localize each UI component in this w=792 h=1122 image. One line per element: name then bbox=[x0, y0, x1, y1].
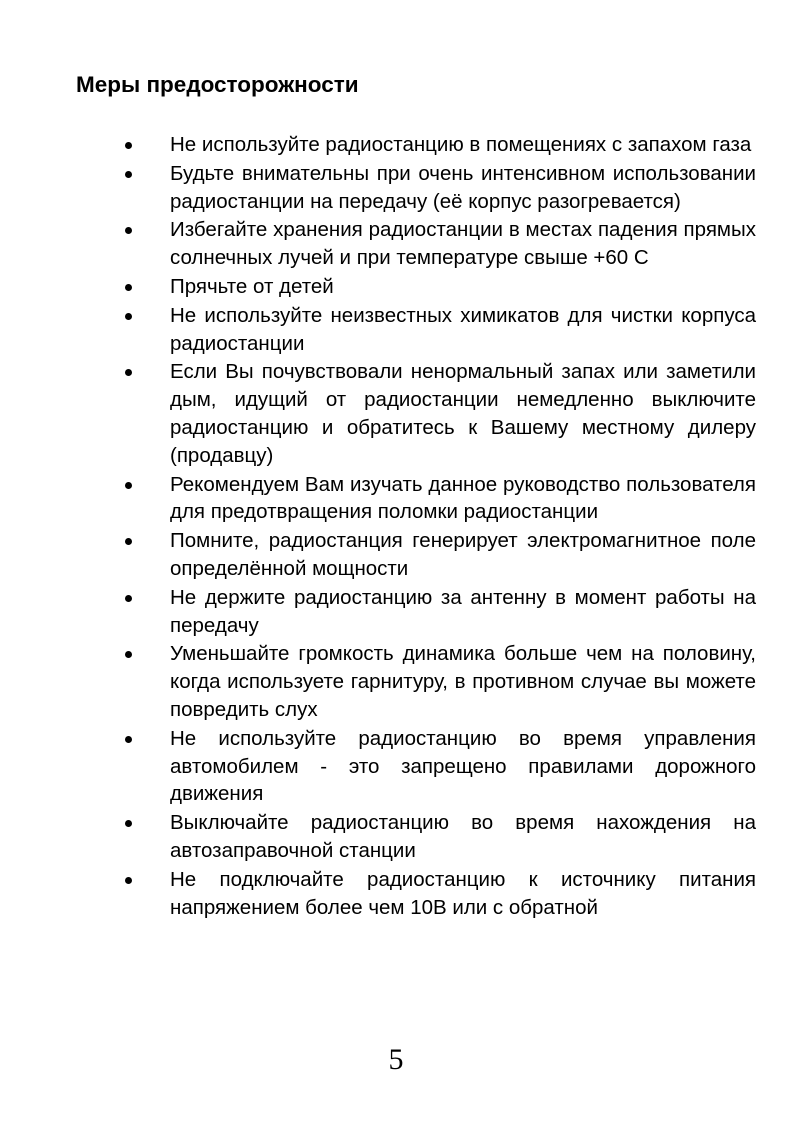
list-item bbox=[124, 527, 756, 583]
list-item-text: Не используйте радиостанцию в помещениях с запахом газа bbox=[170, 133, 752, 156]
list-item-text: Выключайте радиостанцию во время нахождения на автозаправочной станции bbox=[170, 811, 756, 862]
bullet-icon bbox=[124, 584, 134, 612]
list-item-text: Будьте внимательны при очень интенсивном использовании радиостанции на передачу (её корпус разогревается) bbox=[170, 161, 756, 213]
bullet-icon bbox=[124, 216, 134, 244]
list-item-text: Прячьте от детей bbox=[170, 274, 334, 298]
list-item bbox=[124, 131, 756, 159]
list-item bbox=[124, 866, 756, 922]
list-item bbox=[124, 725, 756, 808]
list-item bbox=[124, 160, 756, 216]
bullet-icon bbox=[124, 358, 134, 386]
bullet-icon bbox=[124, 809, 134, 837]
bullet-icon bbox=[124, 640, 134, 668]
list-item bbox=[124, 471, 756, 527]
list-item bbox=[124, 216, 756, 272]
list-item-text: Рекомендуем Вам изучать данное руководство пользователя для предотвращения поломки радиостанции bbox=[170, 472, 756, 524]
list-item bbox=[124, 809, 756, 865]
list-item-text: Не держите радиостанцию за антенну в момент работы на передачу bbox=[170, 585, 756, 637]
precautions-list bbox=[124, 131, 756, 922]
list-item-text: Если Вы почувствовали ненормальный запах или заметили дым, идущий от радиостанции немедленно выключите радиостанцию и обратитесь к Вашему местному дилеру (продавцу) bbox=[170, 360, 756, 467]
bullet-icon bbox=[124, 527, 134, 555]
list-item bbox=[124, 273, 756, 301]
list-item-text: Избегайте хранения радиостанции в местах падения прямых солнечных лучей и при температуре свыше +60 С bbox=[170, 218, 756, 270]
bullet-icon bbox=[124, 302, 134, 330]
bullet-icon bbox=[124, 471, 134, 499]
list-item bbox=[124, 640, 756, 723]
bullet-icon bbox=[124, 131, 134, 159]
list-item bbox=[124, 358, 756, 469]
list-item-text: Уменьшайте громкость динамика больше чем на половину, когда используете гарнитуру, в противном случае вы можете повредить слух bbox=[170, 642, 756, 721]
list-item bbox=[124, 584, 756, 640]
bullet-icon bbox=[124, 866, 134, 894]
list-item-text: Помните, радиостанция генерирует электромагнитное поле определённой мощности bbox=[170, 529, 756, 580]
list-item-text: Не используйте радиостанцию во время управления автомобилем - это запрещено правилами дорожного движения bbox=[170, 726, 756, 806]
bullet-icon bbox=[124, 273, 134, 301]
list-item-text: Не используйте неизвестных химикатов для чистки корпуса радиостанции bbox=[170, 303, 756, 355]
bullet-icon bbox=[124, 725, 134, 753]
list-item-text: Не подключайте радиостанцию к источнику питания напряжением более чем 10В или с обратной bbox=[170, 867, 756, 919]
bullet-icon bbox=[124, 160, 134, 188]
list-item bbox=[124, 302, 756, 358]
page-number: 5 bbox=[388, 1043, 404, 1076]
page-title: Меры предосторожности bbox=[76, 72, 359, 97]
